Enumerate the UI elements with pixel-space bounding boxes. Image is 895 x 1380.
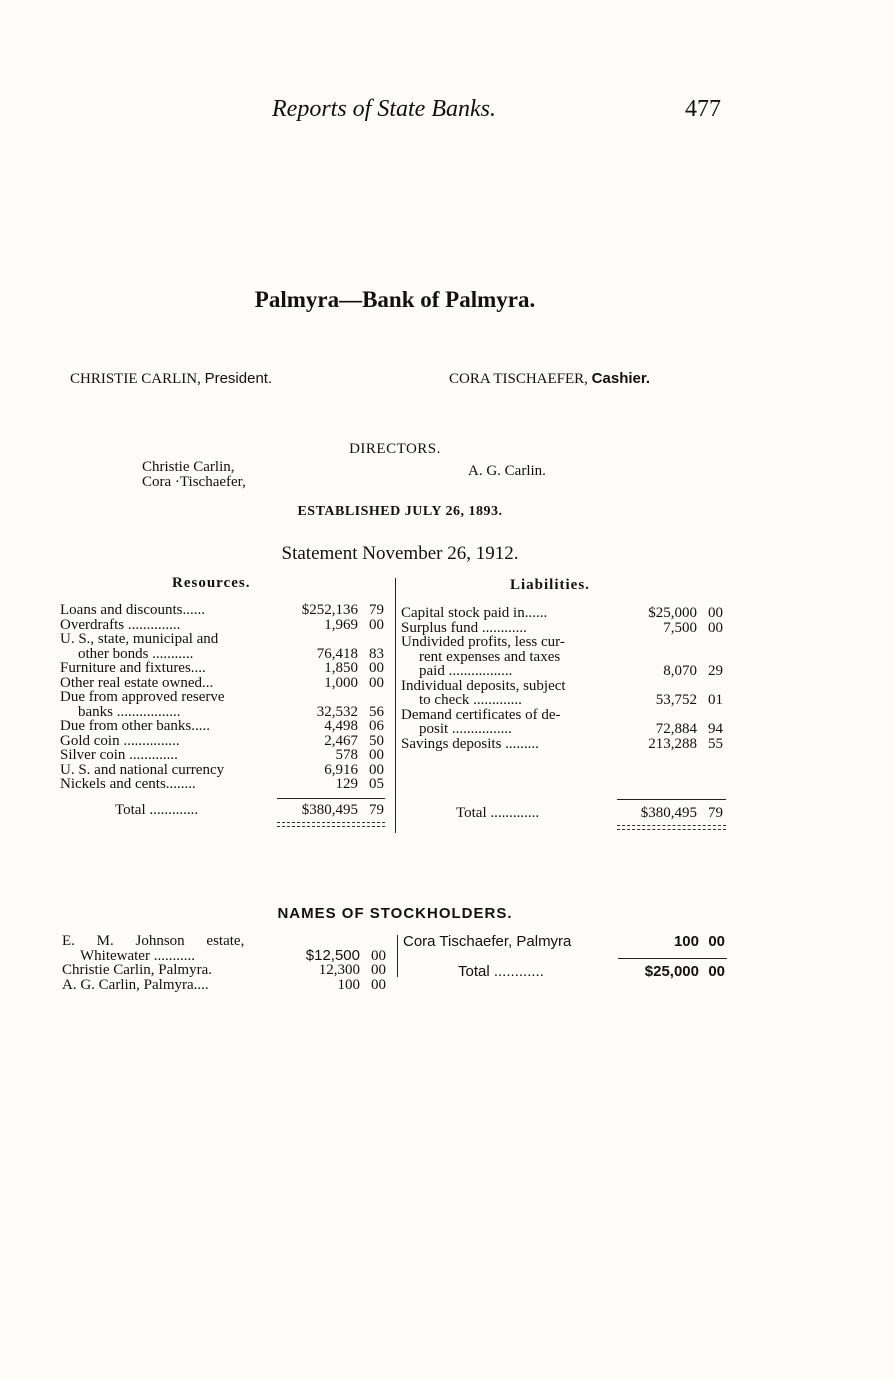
- total-cents: 00: [708, 963, 725, 980]
- row-dollars: 53,752: [655, 692, 697, 708]
- row-label: Demand certificates of de-: [401, 706, 561, 723]
- row-cents: 00: [369, 747, 384, 763]
- row-dollars: 100: [673, 933, 699, 950]
- row-dollars: 6,916: [324, 761, 358, 778]
- row-cents: 56: [369, 703, 384, 720]
- row-cents: 50: [369, 732, 384, 749]
- row-cents: 29: [708, 663, 723, 679]
- row-cents: 00: [369, 761, 384, 778]
- row-cents: 00: [371, 962, 386, 978]
- row-dollars: 12,300: [318, 962, 360, 978]
- row-label: posit ................: [419, 721, 512, 737]
- row-dollars: 2,467: [324, 732, 358, 749]
- president-role: President.: [204, 370, 273, 387]
- total-label: Total .............: [115, 802, 199, 818]
- row-cents: 94: [708, 721, 723, 737]
- row-label: Capital stock paid in......: [401, 605, 548, 621]
- row-cents: 83: [369, 645, 384, 662]
- bank-title: Palmyra—Bank of Palmyra.: [254, 287, 536, 312]
- president-line: [70, 370, 272, 388]
- row-label: A. G. Carlin, Palmyra....: [62, 976, 209, 993]
- row-label: Due from approved reserve: [60, 689, 225, 705]
- row-cents: 00: [371, 976, 386, 993]
- president-name: CHRISTIE CARLIN,: [70, 371, 201, 387]
- cashier-role: Cashier.: [591, 370, 651, 387]
- row-cents: 00: [369, 674, 384, 691]
- row-cents: 00: [369, 660, 384, 676]
- column-divider: [395, 578, 396, 833]
- row-label: Nickels and cents........: [60, 776, 196, 792]
- established-date: ESTABLISHED JULY 26, 1893.: [297, 504, 503, 519]
- row-cents: 01: [708, 692, 723, 708]
- row-cents: 00: [708, 619, 723, 636]
- total-dollars: $25,000: [644, 963, 699, 980]
- row-label: other bonds ...........: [78, 645, 194, 662]
- total-rule: [617, 799, 726, 800]
- row-label: Whitewater ...........: [80, 947, 195, 964]
- row-cents: 00: [708, 933, 725, 950]
- cashier-line: [449, 370, 650, 388]
- row-label: Surplus fund ............: [401, 619, 527, 636]
- director-name: Christie Carlin,: [142, 459, 235, 475]
- row-dollars: 72,884: [655, 721, 697, 737]
- row-dollars: 7,500: [663, 619, 697, 636]
- total-dollars: $380,495: [640, 805, 697, 821]
- row-label: banks .................: [78, 703, 181, 720]
- director-name: Cora ·Tischaefer,: [142, 474, 246, 490]
- cashier-name: CORA TISCHAEFER,: [449, 371, 588, 387]
- double-rule: [617, 825, 726, 830]
- total-dollars: $380,495: [301, 802, 358, 818]
- resources-heading: Resources.: [172, 575, 251, 591]
- row-cents: 00: [708, 605, 723, 621]
- total-rule: [618, 958, 727, 959]
- row-label: Other real estate owned...: [60, 674, 214, 691]
- total-label: Total ............: [458, 963, 544, 980]
- row-dollars: 76,418: [316, 645, 358, 662]
- row-dollars: 4,498: [324, 718, 358, 734]
- row-dollars: $252,136: [301, 602, 358, 618]
- total-label: Total .............: [456, 805, 540, 821]
- row-label: to check .............: [419, 692, 522, 708]
- row-label: Overdrafts ..............: [60, 616, 181, 633]
- row-label: U. S. and national currency: [60, 761, 225, 778]
- row-dollars: 1,850: [324, 660, 358, 676]
- row-cents: 55: [708, 735, 723, 752]
- row-label: U. S., state, municipal and: [60, 631, 219, 647]
- row-dollars: $25,000: [648, 605, 697, 621]
- row-label: Individual deposits, subject: [401, 677, 566, 694]
- row-label: Cora Tischaefer, Palmyra: [403, 933, 572, 950]
- row-dollars: 100: [337, 976, 360, 993]
- total-cents: 79: [369, 802, 384, 818]
- statement-date: Statement November 26, 1912.: [281, 543, 519, 564]
- row-label: Loans and discounts......: [60, 602, 205, 618]
- row-dollars: 129: [335, 776, 358, 792]
- total-rule: [277, 798, 385, 799]
- total-cents: 79: [708, 805, 723, 821]
- row-label: Due from other banks.....: [60, 718, 210, 734]
- row-label: Undivided profits, less cur-: [401, 634, 565, 650]
- row-label: Silver coin .............: [60, 747, 178, 763]
- row-dollars: 1,000: [324, 674, 358, 691]
- row-label: paid .................: [419, 663, 513, 679]
- row-label: Gold coin ...............: [60, 732, 180, 749]
- row-cents: 00: [371, 947, 386, 964]
- row-dollars: 213,288: [648, 735, 697, 752]
- page-number: 477: [685, 96, 721, 122]
- row-label: rent expenses and taxes: [419, 648, 561, 665]
- row-dollars: 1,969: [324, 616, 358, 633]
- double-rule: [277, 822, 385, 827]
- row-cents: 00: [369, 616, 384, 633]
- liabilities-heading: Liabilities.: [510, 577, 590, 593]
- row-label: Savings deposits .........: [401, 735, 539, 752]
- row-dollars: 8,070: [663, 663, 697, 679]
- column-divider: [397, 935, 398, 977]
- row-label: E. M. Johnson estate,: [62, 933, 245, 949]
- row-dollars: 32,532: [316, 703, 358, 720]
- row-dollars: 578: [335, 747, 358, 763]
- row-cents: 06: [369, 718, 384, 734]
- row-label: Christie Carlin, Palmyra.: [62, 962, 212, 978]
- row-cents: 05: [369, 776, 384, 792]
- directors-heading: DIRECTORS.: [349, 441, 441, 457]
- stockholders-heading: NAMES OF STOCKHOLDERS.: [277, 905, 513, 922]
- running-title: Reports of State Banks.: [272, 96, 496, 122]
- row-cents: 79: [369, 602, 384, 618]
- director-name: A. G. Carlin.: [468, 463, 546, 479]
- row-dollars: $12,500: [305, 946, 360, 964]
- row-label: Furniture and fixtures....: [60, 660, 206, 676]
